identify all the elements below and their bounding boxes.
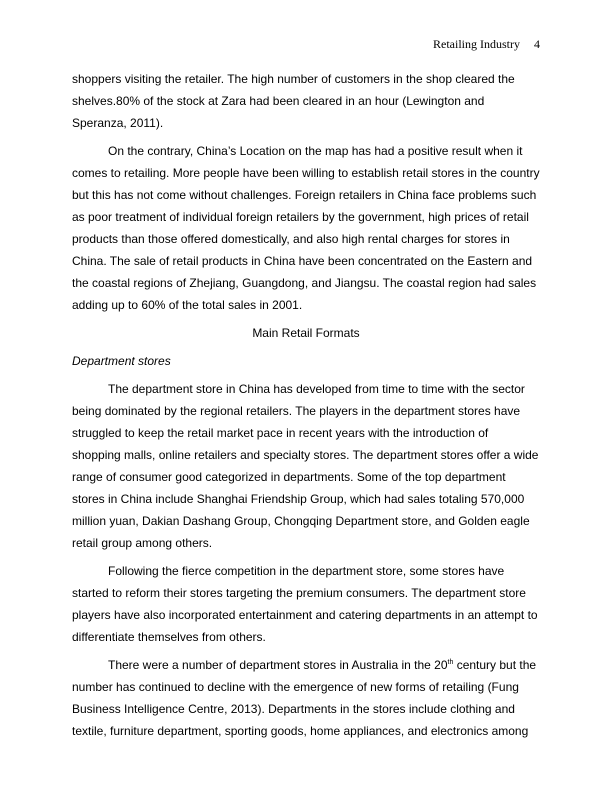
paragraph-competition: Following the fierce competition in the department store, some stores have started to reform their stores targeting the premium consumers. The department store players have also incorporated entertainment and catering departments in an attempt to differentiate themselves from others. xyxy=(72,564,538,644)
page-number: 4 xyxy=(534,37,540,51)
document-body xyxy=(72,68,540,748)
paragraph-china-location: On the contrary, China’s Location on the map has had a positive result when it comes to retailing. More people have been willing to establish retail stores in the country but this has not come without challenges. Foreign retailers in China face problems such as poor treatment of individual foreign retailers by the government, high prices of retail products than those offered domestically, and also high rental charges for stores in China. The sale of retail products in China have been concentrated on the Eastern and the coastal regions of Zhejiang, Guangdong, and Jiangsu. The coastal region had sales adding up to 60% of the total sales in 2001. xyxy=(72,144,540,312)
superscript-th: th xyxy=(447,659,454,666)
section-heading: Main Retail Formats xyxy=(252,326,360,340)
paragraph-australia-part2: century but the number has continued to decline with the emergence of new forms of retailing (Fung Business Intelligence Centre, 2013). Departments in the stores include clothing and textile, furniture department, sporting goods, home appliances, and electronics among xyxy=(72,658,537,738)
running-title: Retailing Industry xyxy=(433,37,520,51)
running-header xyxy=(433,36,540,52)
paragraph-department-store-china: The department store in China has developed from time to time with the sector being dominated by the regional retailers. The players in the department stores have struggled to keep the retail market pace in recent years with the introduction of shopping malls, online retailers and specialty stores. The department stores offer a wide range of consumer good categorized in departments. Some of the top department stores in China include Shanghai Friendship Group, which had sales totaling 570,000 million yuan, Dakian Dashang Group, Chongqing Department store, and Golden eagle retail group among others. xyxy=(72,382,539,550)
paragraph-australia-part1: There were a number of department stores in Australia in the 20 xyxy=(108,658,448,672)
paragraph-australia xyxy=(72,654,540,742)
subheading-department-stores: Department stores xyxy=(72,354,171,368)
paragraph-continuation: shoppers visiting the retailer. The high number of customers in the shop cleared the shelves.80% of the stock at Zara had been cleared in an hour (Lewington and Speranza, 2011). xyxy=(72,72,515,130)
